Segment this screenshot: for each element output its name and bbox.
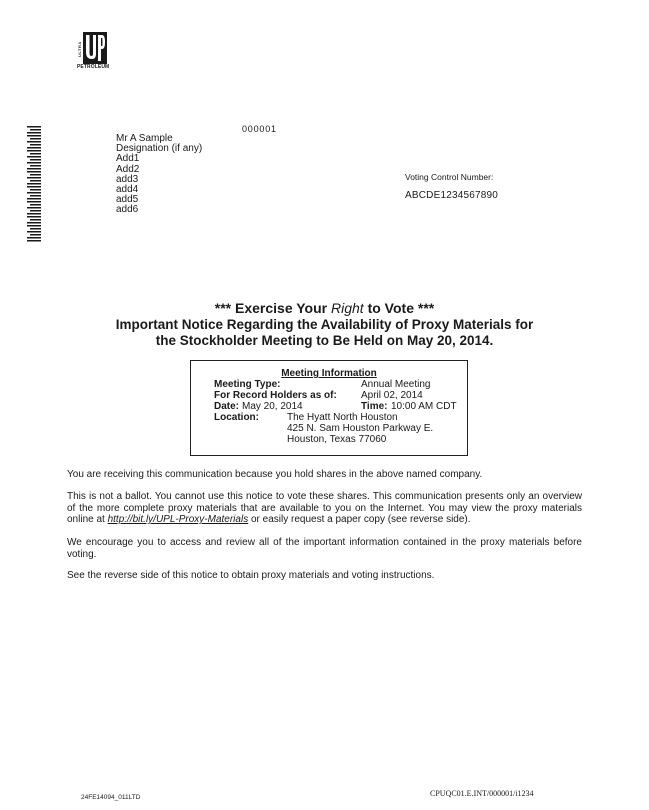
sequence-number: 000001: [242, 124, 277, 134]
logo-ultra-text: ULTRA: [77, 41, 82, 57]
paragraph-not-ballot: [67, 491, 582, 526]
address-line: add5: [116, 194, 139, 206]
voting-control-number: ABCDE1234567890: [405, 190, 499, 201]
meeting-type-label: Meeting Type:: [214, 379, 281, 390]
headline-meeting-date: the Stockholder Meeting to Be Held on May 20, 2014.: [155, 333, 494, 348]
not-ballot-text-end: or easily request a paper copy (see reverse side).: [248, 514, 471, 525]
record-date-label: For Record Holders as of:: [214, 390, 337, 401]
logo-petroleum-text: PETROLEUM: [77, 64, 110, 70]
headline-prefix: *** Exercise Your: [214, 300, 331, 316]
location-line: 425 N. Sam Houston Parkway E.: [287, 423, 434, 434]
meeting-time-value: 10:00 AM CDT: [391, 401, 457, 412]
location-line: Houston, Texas 77060: [287, 434, 387, 445]
headline-exercise-right: [60, 300, 589, 316]
headline-suffix: to Vote ***: [363, 300, 435, 316]
postal-barcode: [27, 126, 41, 244]
address-line: add4: [116, 184, 139, 196]
not-ballot-text: This is not a ballot. You cannot use this notice to vote these shares. This communication presents only an overview of the more complete proxy materials that are available to you on the Internet. You may view the proxy materials online at: [67, 491, 582, 525]
company-logo: [77, 32, 110, 70]
paragraph-encourage: We encourage you to access and review all of the important information contained in the proxy materials before voting.: [67, 537, 582, 560]
address-line: add3: [116, 173, 139, 185]
footer-job-code: 24FE14094_011LTD: [81, 794, 141, 801]
meeting-info-title: Meeting Information: [281, 368, 377, 379]
paragraph-reverse-side: See the reverse side of this notice to obtain proxy materials and voting instructions.: [67, 570, 435, 581]
location-label: Location:: [214, 412, 259, 423]
footer-print-code: CPUQC01.E.INT/000001/i1234: [430, 789, 534, 798]
headline-notice: Important Notice Regarding the Availability of Proxy Materials for: [115, 317, 534, 332]
proxy-materials-link[interactable]: http://bit.ly/UPL-Proxy-Materials: [107, 514, 249, 525]
meeting-type-value: Annual Meeting: [361, 379, 431, 390]
mailing-address: [116, 134, 202, 216]
location-line: The Hyatt North Houston: [287, 412, 398, 423]
address-line: Add1: [116, 153, 140, 165]
voting-control-label: Voting Control Number:: [405, 172, 494, 182]
address-line: Designation (if any): [116, 143, 203, 155]
record-date-value: April 02, 2014: [361, 390, 423, 401]
address-line: Add2: [116, 163, 140, 175]
meeting-date-label: Date:: [214, 401, 240, 412]
paragraph-receiving: You are receiving this communication because you hold shares in the above named company.: [67, 469, 483, 480]
address-line: add6: [116, 204, 139, 216]
address-line: Mr A Sample: [116, 133, 173, 144]
headline-emphasis: Right: [331, 300, 364, 316]
meeting-time-label: Time:: [361, 401, 388, 412]
logo-up-mark: [83, 32, 107, 64]
meeting-date-value: May 20, 2014: [242, 401, 303, 412]
meeting-information-box: [190, 360, 468, 456]
